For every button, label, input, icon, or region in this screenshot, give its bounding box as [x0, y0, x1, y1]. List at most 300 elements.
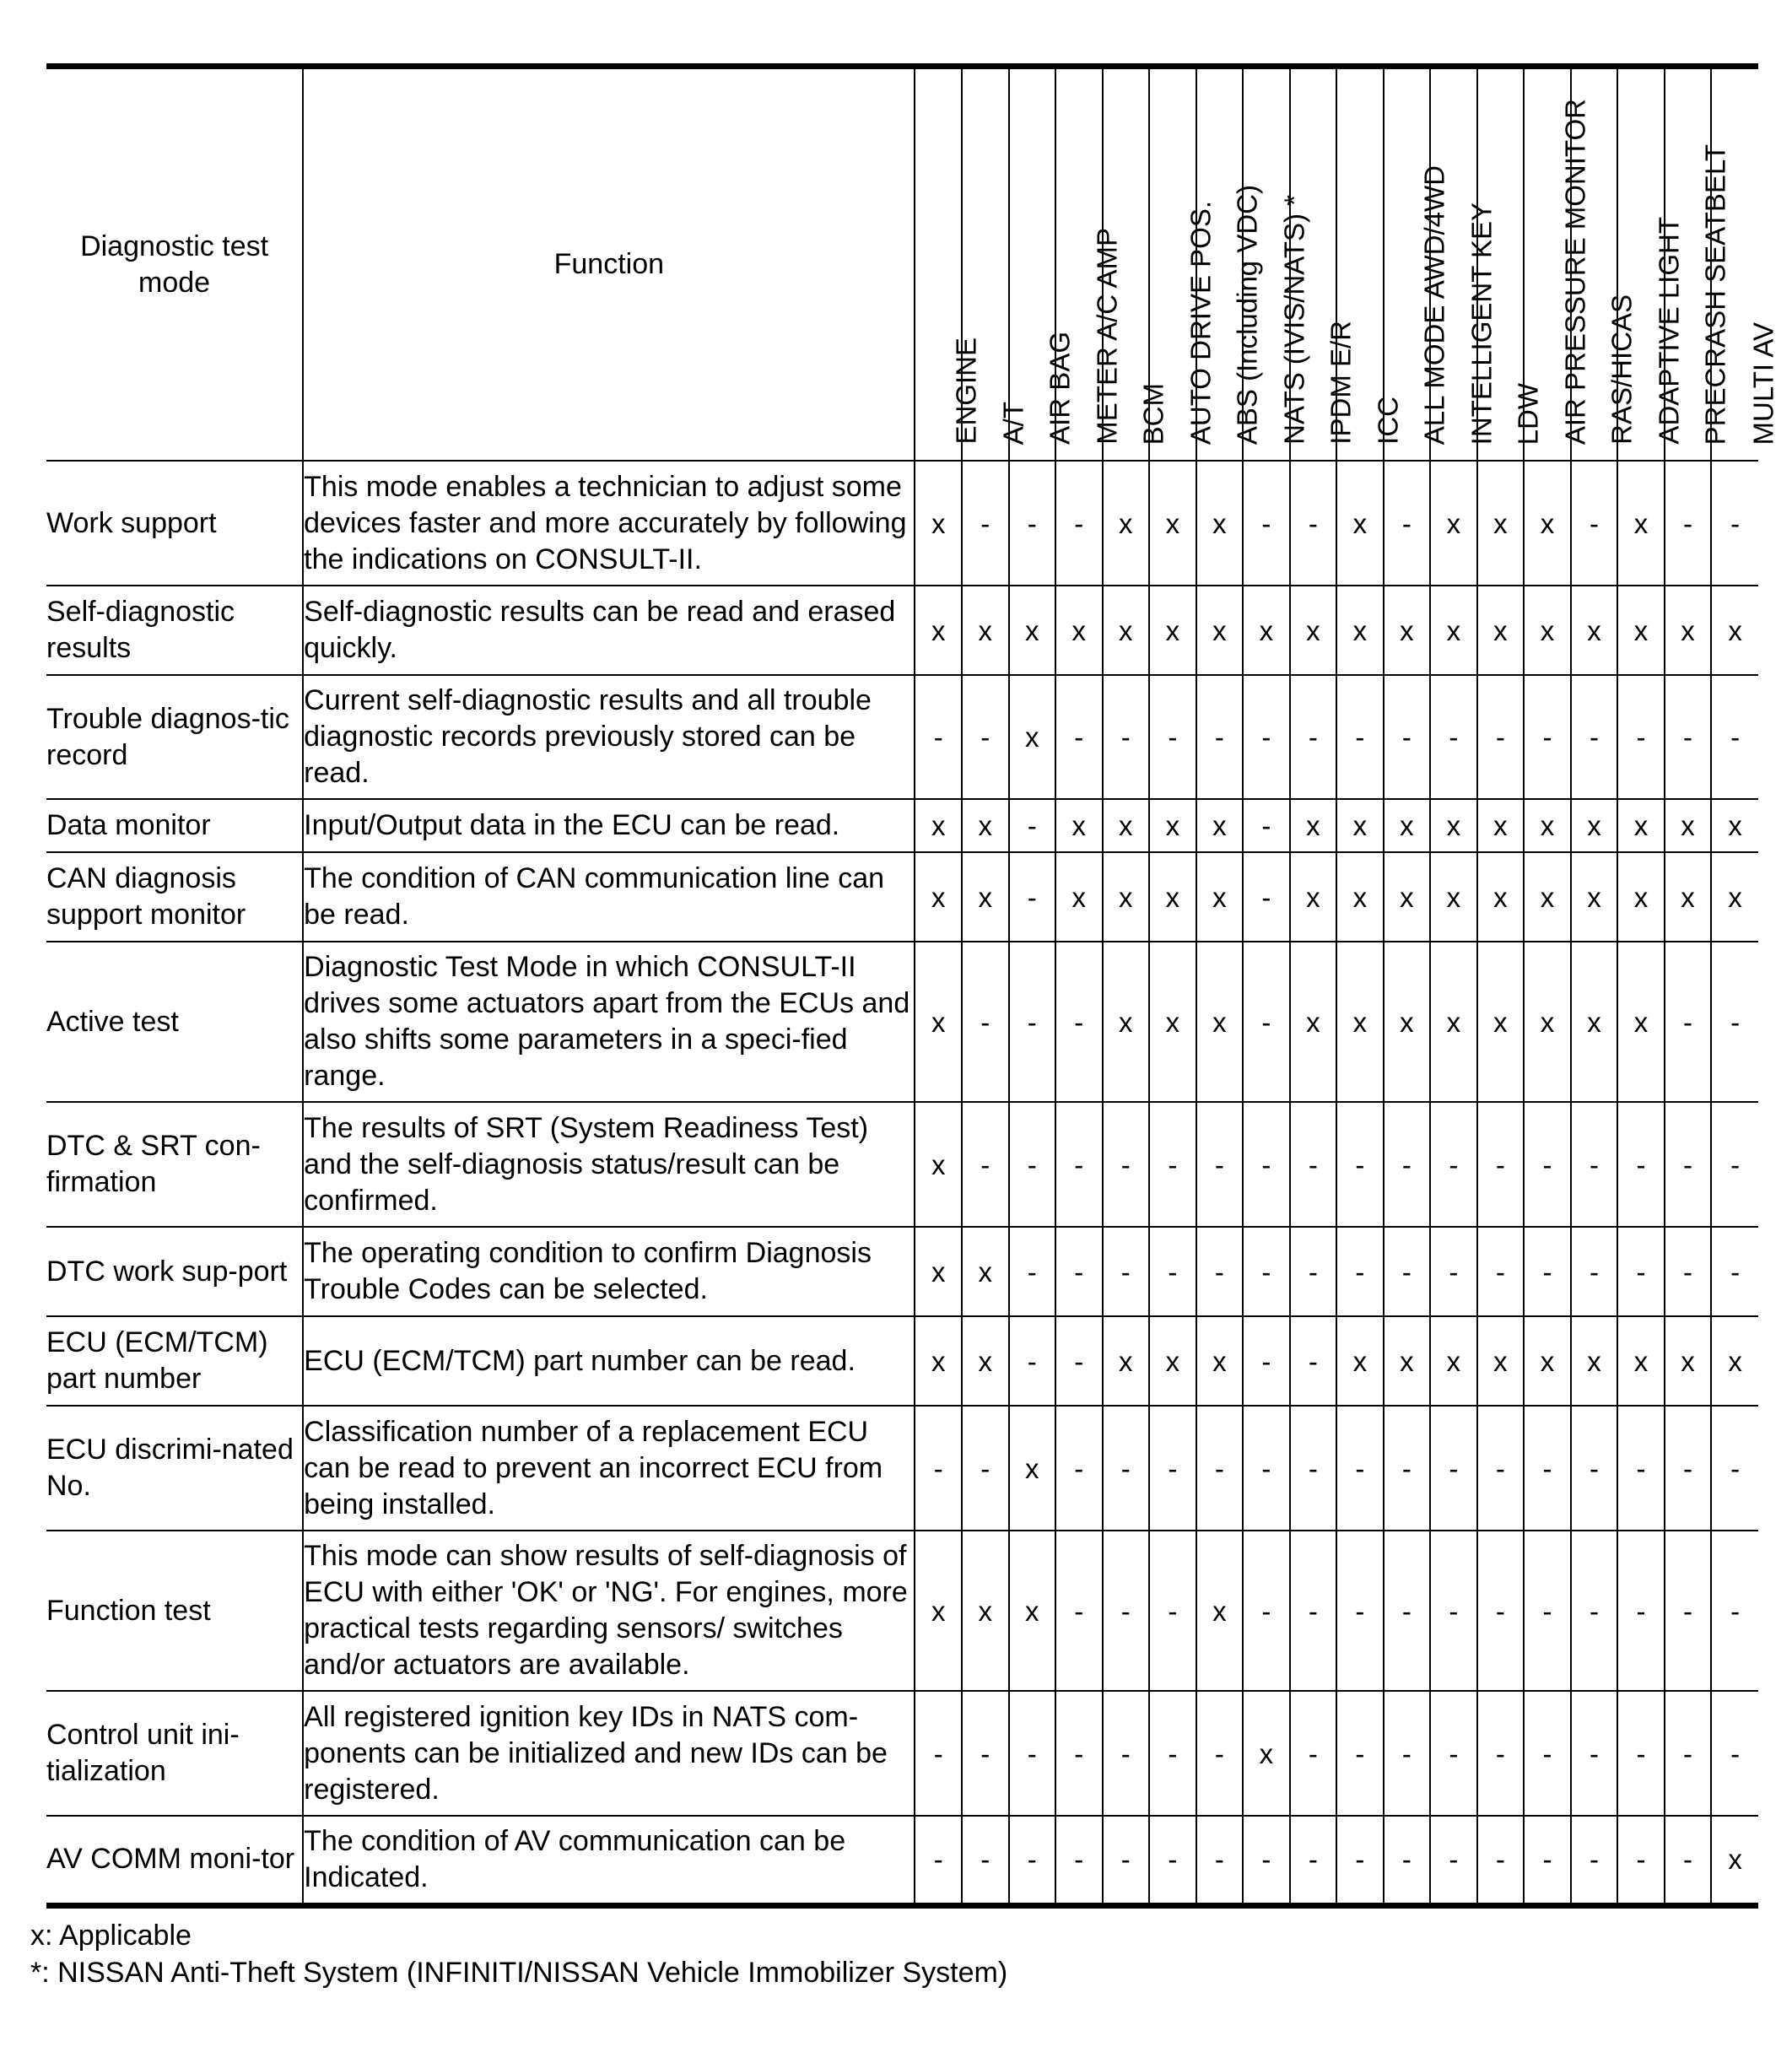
applicability-mark: - — [915, 675, 962, 799]
applicability-mark: - — [1055, 1102, 1103, 1227]
table-row — [46, 1227, 1758, 1316]
function-cell: This mode can show results of self-diagnosis of ECU with either 'OK' or 'NG'. For engines, more practical tests regarding sensors/ switches and/or actuators are available. — [303, 1531, 915, 1691]
applicability-mark: x — [1524, 461, 1571, 586]
applicability-mark: - — [1009, 852, 1056, 942]
applicability-mark: x — [1196, 1531, 1244, 1691]
applicability-mark: - — [1290, 1406, 1337, 1531]
applicability-mark: - — [1477, 1102, 1525, 1227]
applicability-mark: - — [1524, 1406, 1571, 1531]
applicability-mark: x — [1009, 675, 1056, 799]
applicability-mark: - — [1009, 461, 1056, 586]
applicability-mark: - — [962, 461, 1009, 586]
applicability-mark: - — [1384, 461, 1431, 586]
header-system-10 — [1384, 67, 1450, 462]
applicability-mark: - — [1711, 942, 1758, 1102]
applicability-mark: x — [1477, 586, 1525, 675]
applicability-mark: - — [1055, 1531, 1103, 1691]
table-row — [46, 1316, 1758, 1406]
applicability-mark: - — [1243, 1102, 1290, 1227]
applicability-mark: x — [1524, 799, 1571, 852]
applicability-mark: - — [1055, 1406, 1103, 1531]
header-system-16 — [1665, 67, 1731, 462]
applicability-mark: x — [962, 1531, 1009, 1691]
applicability-mark: - — [1477, 1691, 1525, 1816]
applicability-mark: - — [1571, 1406, 1618, 1531]
header-system-0 — [915, 67, 982, 462]
applicability-mark: - — [1617, 1406, 1665, 1531]
applicability-mark: x — [1711, 1316, 1758, 1406]
system-label: BCM — [1137, 382, 1169, 445]
applicability-mark: x — [1149, 586, 1196, 675]
applicability-mark: - — [1571, 461, 1618, 586]
table-row — [46, 586, 1758, 675]
table-row — [46, 461, 1758, 586]
applicability-mark: x — [1617, 461, 1665, 586]
applicability-mark: x — [915, 1531, 962, 1691]
applicability-mark: - — [1243, 1316, 1290, 1406]
applicability-mark: x — [1665, 1316, 1712, 1406]
function-cell: ECU (ECM/TCM) part number can be read. — [303, 1316, 915, 1406]
applicability-mark: x — [1571, 852, 1618, 942]
applicability-mark: - — [1243, 1816, 1290, 1905]
applicability-mark: - — [1009, 942, 1056, 1102]
applicability-mark: x — [915, 1227, 962, 1316]
applicability-mark: x — [1290, 586, 1337, 675]
applicability-mark: x — [1243, 586, 1290, 675]
system-label: ICC — [1372, 397, 1404, 445]
applicability-mark: - — [1055, 675, 1103, 799]
applicability-mark: - — [1243, 1531, 1290, 1691]
applicability-mark: - — [1290, 1102, 1337, 1227]
header-system-3 — [1055, 67, 1123, 462]
applicability-mark: - — [1665, 675, 1712, 799]
applicability-mark: - — [962, 942, 1009, 1102]
applicability-mark: x — [1384, 942, 1431, 1102]
applicability-mark: - — [1665, 1406, 1712, 1531]
header-system-8 — [1290, 67, 1357, 462]
applicability-mark: - — [1009, 1691, 1056, 1816]
applicability-mark: - — [1617, 1531, 1665, 1691]
applicability-mark: x — [1430, 852, 1477, 942]
applicability-mark: x — [915, 852, 962, 942]
applicability-mark: - — [915, 1406, 962, 1531]
applicability-mark: - — [1477, 1227, 1525, 1316]
system-label: A/T — [997, 401, 1029, 445]
applicability-mark: - — [1665, 1691, 1712, 1816]
applicability-mark: - — [1196, 1406, 1244, 1531]
applicability-mark: x — [1617, 799, 1665, 852]
applicability-mark: - — [1711, 461, 1758, 586]
applicability-mark: - — [1524, 1227, 1571, 1316]
applicability-mark: - — [1009, 799, 1056, 852]
header-system-1 — [962, 67, 1029, 462]
mode-cell: ECU (ECM/TCM) part number — [46, 1316, 303, 1406]
applicability-mark: - — [1149, 1816, 1196, 1905]
applicability-mark: - — [1571, 1816, 1618, 1905]
applicability-mark: x — [915, 1316, 962, 1406]
applicability-mark: - — [1524, 1816, 1571, 1905]
header-system-5 — [1149, 67, 1217, 462]
applicability-mark: - — [1430, 1531, 1477, 1691]
applicability-mark: x — [1055, 799, 1103, 852]
applicability-mark: x — [1665, 799, 1712, 852]
applicability-mark: - — [1477, 1406, 1525, 1531]
applicability-mark: x — [1103, 852, 1150, 942]
applicability-mark: - — [1384, 1406, 1431, 1531]
applicability-mark: x — [1336, 461, 1384, 586]
applicability-mark: - — [1149, 1227, 1196, 1316]
system-label: INTELLIGENT KEY — [1465, 202, 1498, 445]
applicability-mark: x — [1430, 1316, 1477, 1406]
applicability-mark: x — [1243, 1691, 1290, 1816]
header-system-13 — [1524, 67, 1591, 462]
applicability-mark: - — [1571, 675, 1618, 799]
applicability-mark: x — [1149, 942, 1196, 1102]
applicability-mark: x — [1665, 852, 1712, 942]
applicability-mark: - — [1665, 1531, 1712, 1691]
applicability-mark: - — [1571, 1227, 1618, 1316]
applicability-mark: - — [1524, 675, 1571, 799]
function-cell: Self-diagnostic results can be read and erased quickly. — [303, 586, 915, 675]
applicability-mark: x — [1290, 799, 1337, 852]
table-body — [46, 461, 1758, 1905]
header-system-2 — [1009, 67, 1076, 462]
applicability-mark: x — [1055, 852, 1103, 942]
mode-cell: AV COMM moni-tor — [46, 1816, 303, 1905]
applicability-mark: - — [1711, 675, 1758, 799]
applicability-mark: - — [1711, 1691, 1758, 1816]
applicability-mark: - — [1336, 1531, 1384, 1691]
applicability-mark: - — [1290, 1227, 1337, 1316]
applicability-mark: - — [1243, 461, 1290, 586]
applicability-mark: - — [1009, 1102, 1056, 1227]
applicability-mark: x — [1477, 461, 1525, 586]
header-system-17 — [1711, 67, 1779, 462]
applicability-mark: - — [1290, 1316, 1337, 1406]
applicability-mark: x — [1149, 1316, 1196, 1406]
applicability-mark: - — [1571, 1102, 1618, 1227]
applicability-mark: - — [1103, 1816, 1150, 1905]
applicability-mark: - — [1384, 1691, 1431, 1816]
applicability-mark: - — [1384, 1102, 1431, 1227]
applicability-mark: x — [1571, 799, 1618, 852]
applicability-mark: x — [1430, 586, 1477, 675]
applicability-mark: - — [1430, 675, 1477, 799]
function-cell: Classification number of a replacement ECU can be read to prevent an incorrect ECU from being installed. — [303, 1406, 915, 1531]
applicability-mark: - — [1711, 1227, 1758, 1316]
function-cell: The condition of AV communication can be Indicated. — [303, 1816, 915, 1905]
applicability-mark: - — [1055, 1316, 1103, 1406]
header-system-14 — [1571, 67, 1638, 462]
table-row — [46, 1816, 1758, 1905]
system-label: ENGINE — [950, 338, 982, 445]
applicability-mark: - — [1103, 1227, 1150, 1316]
applicability-mark: - — [1336, 1406, 1384, 1531]
applicability-mark: - — [1477, 675, 1525, 799]
applicability-mark: - — [1149, 1406, 1196, 1531]
applicability-mark: x — [1477, 852, 1525, 942]
mode-cell: DTC & SRT con-firmation — [46, 1102, 303, 1227]
mode-cell: Control unit ini-tialization — [46, 1691, 303, 1816]
applicability-mark: - — [962, 1691, 1009, 1816]
mode-cell: Self-diagnostic results — [46, 586, 303, 675]
system-label: IPDM E/R — [1325, 321, 1357, 445]
applicability-mark: x — [1336, 586, 1384, 675]
applicability-mark: x — [1711, 852, 1758, 942]
applicability-mark: - — [1243, 852, 1290, 942]
applicability-mark: - — [1336, 1816, 1384, 1905]
applicability-mark: x — [1384, 1316, 1431, 1406]
applicability-mark: - — [1290, 675, 1337, 799]
applicability-mark: - — [1149, 675, 1196, 799]
mode-cell: DTC work sup-port — [46, 1227, 303, 1316]
applicability-mark: x — [1571, 942, 1618, 1102]
mode-cell: Data monitor — [46, 799, 303, 852]
mode-cell: CAN diagnosis support monitor — [46, 852, 303, 942]
applicability-mark: x — [915, 1102, 962, 1227]
applicability-mark: x — [1103, 586, 1150, 675]
applicability-mark: - — [1055, 942, 1103, 1102]
applicability-mark: x — [915, 799, 962, 852]
applicability-mark: x — [1711, 586, 1758, 675]
applicability-mark: - — [1196, 675, 1244, 799]
applicability-mark: - — [1336, 1102, 1384, 1227]
header-system-6 — [1196, 67, 1263, 462]
system-label: ALL MODE AWD/4WD — [1418, 165, 1450, 445]
applicability-mark: - — [1665, 1102, 1712, 1227]
applicability-mark: - — [1665, 1816, 1712, 1905]
applicability-mark: - — [1149, 1531, 1196, 1691]
header-system-9 — [1336, 67, 1404, 462]
function-cell: The results of SRT (System Readiness Test) and the self-diagnosis status/result can be confirmed. — [303, 1102, 915, 1227]
applicability-mark: x — [1103, 461, 1150, 586]
applicability-mark: x — [1477, 1316, 1525, 1406]
applicability-mark: - — [1290, 461, 1337, 586]
applicability-mark: - — [1243, 1227, 1290, 1316]
applicability-mark: - — [962, 675, 1009, 799]
applicability-mark: x — [1055, 586, 1103, 675]
applicability-mark: - — [1617, 1816, 1665, 1905]
table-row — [46, 852, 1758, 942]
applicability-mark: - — [1430, 1406, 1477, 1531]
applicability-mark: - — [1055, 1816, 1103, 1905]
function-cell: The operating condition to confirm Diagnosis Trouble Codes can be selected. — [303, 1227, 915, 1316]
applicability-mark: x — [1384, 586, 1431, 675]
mode-cell: ECU discrimi-nated No. — [46, 1406, 303, 1531]
applicability-mark: x — [1617, 852, 1665, 942]
applicability-mark: x — [1430, 461, 1477, 586]
applicability-mark: x — [1524, 942, 1571, 1102]
diagnostic-test-mode-table — [46, 63, 1779, 1909]
applicability-mark: x — [1571, 586, 1618, 675]
applicability-mark: x — [1290, 942, 1337, 1102]
applicability-mark: x — [1009, 1406, 1056, 1531]
header-system-4 — [1103, 67, 1169, 462]
applicability-mark: x — [1290, 852, 1337, 942]
applicability-mark: x — [1336, 1316, 1384, 1406]
header-system-7 — [1243, 67, 1310, 462]
footnote-applicable: x: Applicable — [30, 1920, 192, 1952]
applicability-mark: x — [1477, 942, 1525, 1102]
applicability-mark: x — [1384, 799, 1431, 852]
table-row — [46, 1691, 1758, 1816]
applicability-mark: x — [1196, 461, 1244, 586]
applicability-mark: x — [1384, 852, 1431, 942]
table-row — [46, 1531, 1758, 1691]
applicability-mark: - — [1290, 1531, 1337, 1691]
applicability-mark: - — [1430, 1691, 1477, 1816]
applicability-mark: x — [1336, 852, 1384, 942]
applicability-mark: - — [1336, 675, 1384, 799]
applicability-mark: - — [1103, 1691, 1150, 1816]
applicability-mark: - — [1524, 1102, 1571, 1227]
table-row — [46, 799, 1758, 852]
applicability-mark: - — [1243, 799, 1290, 852]
system-label: ADAPTIVE LIGHT — [1653, 217, 1685, 445]
header-diagnostic-test-mode: Diagnostic test mode — [46, 67, 303, 462]
applicability-mark: - — [1477, 1816, 1525, 1905]
applicability-mark: x — [1524, 1316, 1571, 1406]
table-row — [46, 942, 1758, 1102]
applicability-mark: - — [1617, 1102, 1665, 1227]
applicability-mark: x — [962, 799, 1009, 852]
applicability-mark: - — [1055, 1691, 1103, 1816]
system-label: AIR PRESSURE MONITOR — [1559, 98, 1591, 445]
function-cell: This mode enables a technician to adjust some devices faster and more accurately by following the indications on CONSULT-II. — [303, 461, 915, 586]
applicability-mark: - — [1103, 1102, 1150, 1227]
function-cell: The condition of CAN communication line can be read. — [303, 852, 915, 942]
applicability-mark: - — [1430, 1227, 1477, 1316]
applicability-mark: - — [1384, 1816, 1431, 1905]
applicability-mark: x — [962, 1316, 1009, 1406]
applicability-mark: - — [1665, 942, 1712, 1102]
applicability-mark: x — [1665, 586, 1712, 675]
applicability-mark: - — [1617, 675, 1665, 799]
system-label: MULTI AV — [1747, 321, 1779, 445]
function-cell: Input/Output data in the ECU can be read. — [303, 799, 915, 852]
applicability-mark: - — [1243, 1406, 1290, 1531]
applicability-mark: x — [1336, 799, 1384, 852]
applicability-mark: x — [1149, 461, 1196, 586]
applicability-mark: - — [1711, 1531, 1758, 1691]
applicability-mark: x — [1103, 1316, 1150, 1406]
applicability-mark: - — [1009, 1316, 1056, 1406]
table-header-row — [46, 67, 1758, 462]
applicability-mark: x — [1571, 1316, 1618, 1406]
applicability-mark: - — [1103, 675, 1150, 799]
header-function: Function — [303, 67, 915, 462]
applicability-mark: - — [1055, 1227, 1103, 1316]
applicability-mark: - — [1430, 1102, 1477, 1227]
applicability-mark: x — [1430, 799, 1477, 852]
applicability-mark: - — [1103, 1531, 1150, 1691]
applicability-mark: x — [1430, 942, 1477, 1102]
applicability-mark: x — [1196, 852, 1244, 942]
header-system-11 — [1430, 67, 1498, 462]
applicability-mark: x — [962, 852, 1009, 942]
system-label: AUTO DRIVE POS. — [1185, 200, 1217, 445]
applicability-mark: x — [915, 586, 962, 675]
function-cell: All registered ignition key IDs in NATS com-ponents can be initialized and new IDs can be registered. — [303, 1691, 915, 1816]
mode-cell: Function test — [46, 1531, 303, 1691]
applicability-mark: x — [1149, 799, 1196, 852]
applicability-mark: - — [1243, 942, 1290, 1102]
applicability-mark: x — [915, 461, 962, 586]
footnote-nats: *: NISSAN Anti-Theft System (INFINITI/NISSAN Vehicle Immobilizer System) — [30, 1957, 1008, 1989]
applicability-mark: - — [1055, 461, 1103, 586]
table-row — [46, 675, 1758, 799]
header-system-12 — [1477, 67, 1544, 462]
applicability-mark: - — [1524, 1691, 1571, 1816]
applicability-mark: x — [1103, 942, 1150, 1102]
applicability-mark: x — [1009, 1531, 1056, 1691]
applicability-mark: x — [1196, 942, 1244, 1102]
applicability-mark: x — [1617, 1316, 1665, 1406]
applicability-mark: - — [962, 1816, 1009, 1905]
applicability-mark: - — [1103, 1406, 1150, 1531]
applicability-mark: - — [1336, 1691, 1384, 1816]
function-cell: Diagnostic Test Mode in which CONSULT-II drives some actuators apart from the ECUs and also shifts some parameters in a speci-fied range. — [303, 942, 915, 1102]
table-row — [46, 1406, 1758, 1531]
applicability-mark: - — [1665, 461, 1712, 586]
applicability-mark: - — [1196, 1102, 1244, 1227]
applicability-mark: x — [1009, 586, 1056, 675]
applicability-mark: - — [1290, 1691, 1337, 1816]
system-label: PRECRASH SEATBELT — [1699, 143, 1731, 445]
footnotes — [30, 1917, 1007, 1991]
system-label: RAS/HICAS — [1606, 294, 1638, 445]
applicability-mark: - — [1149, 1102, 1196, 1227]
applicability-mark: - — [1196, 1691, 1244, 1816]
applicability-mark: x — [915, 942, 962, 1102]
applicability-mark: - — [1384, 1227, 1431, 1316]
applicability-mark: - — [1571, 1691, 1618, 1816]
applicability-mark: - — [1009, 1227, 1056, 1316]
applicability-mark: x — [962, 586, 1009, 675]
applicability-mark: - — [1384, 1531, 1431, 1691]
system-label: ABS (Including VDC) — [1231, 184, 1263, 445]
system-label: METER A/C AMP — [1091, 228, 1123, 445]
applicability-mark: - — [915, 1816, 962, 1905]
system-label: LDW — [1512, 382, 1544, 445]
applicability-mark: x — [1196, 586, 1244, 675]
applicability-mark: - — [1430, 1816, 1477, 1905]
applicability-mark: x — [1149, 852, 1196, 942]
applicability-mark: - — [1711, 1102, 1758, 1227]
system-label: NATS (IVIS/NATS) * — [1278, 195, 1310, 445]
applicability-mark: - — [1243, 675, 1290, 799]
applicability-mark: - — [1196, 1816, 1244, 1905]
applicability-mark: - — [915, 1691, 962, 1816]
applicability-mark: x — [1477, 799, 1525, 852]
applicability-mark: x — [1196, 799, 1244, 852]
applicability-mark: - — [962, 1102, 1009, 1227]
applicability-mark: - — [1290, 1816, 1337, 1905]
applicability-mark: x — [1196, 1316, 1244, 1406]
applicability-mark: - — [1617, 1227, 1665, 1316]
applicability-mark: - — [1711, 1406, 1758, 1531]
function-cell: Current self-diagnostic results and all trouble diagnostic records previously stored can be read. — [303, 675, 915, 799]
applicability-mark: - — [962, 1406, 1009, 1531]
applicability-mark: - — [1571, 1531, 1618, 1691]
applicability-mark: - — [1336, 1227, 1384, 1316]
applicability-mark: - — [1524, 1531, 1571, 1691]
table-row — [46, 1102, 1758, 1227]
applicability-mark: x — [1711, 1816, 1758, 1905]
mode-cell: Trouble diagnos-tic record — [46, 675, 303, 799]
applicability-mark: x — [1617, 586, 1665, 675]
applicability-mark: - — [1196, 1227, 1244, 1316]
